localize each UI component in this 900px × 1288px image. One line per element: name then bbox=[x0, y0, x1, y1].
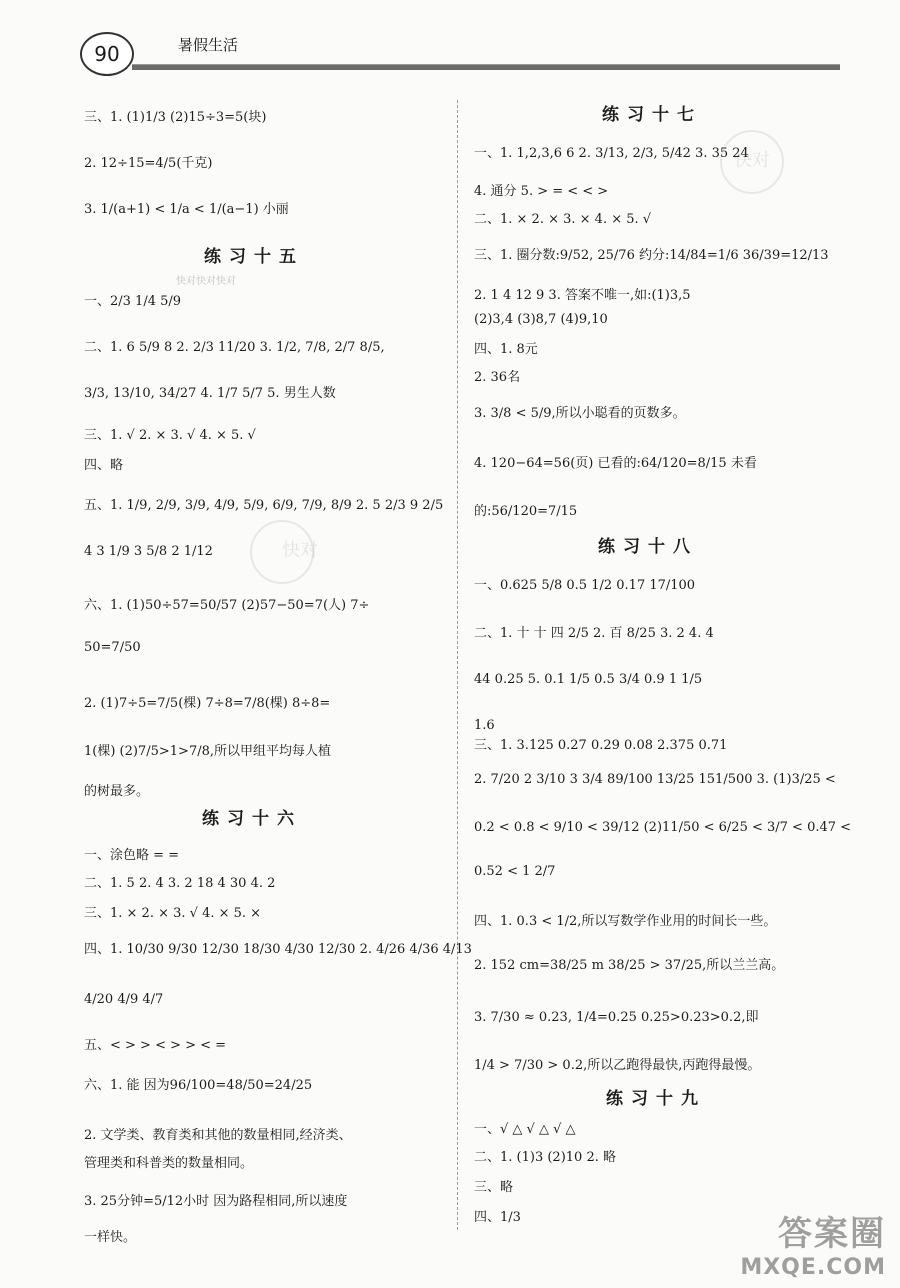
watermark-right: 快对 bbox=[734, 150, 770, 171]
answer-line: 六、1. (1)50÷57=50/57 (2)57−50=7(人) 7÷ bbox=[84, 598, 370, 613]
answer-line: 1/4 > 7/30 > 0.2,所以乙跑得最快,丙跑得最慢。 bbox=[474, 1058, 761, 1073]
answer-line: 4 3 1/9 3 5/8 2 1/12 bbox=[84, 544, 213, 559]
answer-line: 六、1. 能 因为96/100=48/50=24/25 bbox=[84, 1078, 313, 1093]
answer-line: 3. 3/8 < 5/9,所以小聪看的页数多。 bbox=[474, 406, 686, 421]
section-title: 练习十六 bbox=[202, 809, 302, 829]
answer-line: 四、1. 10/30 9/30 12/30 18/30 4/30 12/30 2. 4/26 4/36 4/13 bbox=[84, 942, 472, 957]
section-title: 练习十九 bbox=[606, 1089, 706, 1109]
answer-line: 四、1. 8元 bbox=[474, 342, 538, 357]
answer-line: (2)3,4 (3)8,7 (4)9,10 bbox=[474, 312, 608, 327]
answer-line: 4. 120−64=56(页) 已看的:64/120=8/15 未看 bbox=[474, 456, 757, 471]
page-header bbox=[72, 26, 840, 76]
answer-line: 的:56/120=7/15 bbox=[474, 504, 578, 519]
answer-line: 二、1. 6 5/9 8 2. 2/3 11/20 3. 1/2, 7/8, 2/7 8/5, bbox=[84, 340, 385, 355]
page-number: 90 bbox=[80, 32, 134, 76]
answer-line: 二、1. 5 2. 4 3. 2 18 4 30 4. 2 bbox=[84, 876, 276, 891]
watermark-left: 快对 bbox=[282, 540, 318, 561]
answer-line: 三、1. (1)1/3 (2)15÷3=5(块) bbox=[84, 110, 267, 125]
answer-line: 的树最多。 bbox=[84, 784, 150, 799]
answer-line: 50=7/50 bbox=[84, 640, 141, 655]
answer-line: 五、< > > < > > < = bbox=[84, 1038, 227, 1053]
answer-line: 一、√ △ √ △ √ △ bbox=[474, 1122, 576, 1137]
answer-line: 2. 12÷15=4/5(千克) bbox=[84, 156, 213, 171]
answer-line: 二、1. × 2. × 3. × 4. × 5. √ bbox=[474, 212, 652, 227]
answer-line: 0.2 < 0.8 < 9/10 < 39/12 (2)11/50 < 6/25 < 3/7 < 0.47 < bbox=[474, 820, 852, 835]
answer-line: 四、1. 0.3 < 1/2,所以写数学作业用的时间长一些。 bbox=[474, 914, 777, 929]
answer-line: 一、0.625 5/8 0.5 1/2 0.17 17/100 bbox=[474, 578, 696, 593]
answer-line: 1(棵) (2)7/5>1>7/8,所以甲组平均每人植 bbox=[84, 744, 331, 759]
answer-line: 1.6 bbox=[474, 718, 495, 733]
answer-line: 3. 7/30 ≈ 0.23, 1/4=0.25 0.25>0.23>0.2,即 bbox=[474, 1010, 759, 1025]
answer-line: 三、1. √ 2. × 3. √ 4. × 5. √ bbox=[84, 428, 256, 443]
answer-line: 2. 36名 bbox=[474, 370, 521, 385]
footer-watermark-url: MXQE.COM bbox=[740, 1255, 886, 1280]
answer-line: 2. (1)7÷5=7/5(棵) 7÷8=7/8(棵) 8÷8= bbox=[84, 696, 331, 711]
section-title: 练习十八 bbox=[598, 537, 698, 557]
answer-line: 3/3, 13/10, 34/27 4. 1/7 5/7 5. 男生人数 bbox=[84, 386, 336, 401]
answer-line: 三、1. 圈分数:9/52, 25/76 约分:14/84=1/6 36/39=12/13 bbox=[474, 248, 829, 263]
answer-line: 2. 7/20 2 3/10 3 3/4 89/100 13/25 151/500 3. (1)3/25 < bbox=[474, 772, 836, 787]
section-title: 练习十五 bbox=[204, 247, 304, 267]
answer-line: 二、1. (1)3 (2)10 2. 略 bbox=[474, 1150, 616, 1165]
answer-line: 三、1. × 2. × 3. √ 4. × 5. × bbox=[84, 906, 262, 921]
answer-line: 五、1. 1/9, 2/9, 3/9, 4/9, 5/9, 6/9, 7/9, 8/9 2. 5 2/3 9 2/5 bbox=[84, 498, 444, 513]
answer-line: 3. 25分钟=5/12小时 因为路程相同,所以速度 bbox=[84, 1194, 348, 1209]
answer-line: 2. 文学类、教育类和其他的数量相同,经济类、 bbox=[84, 1128, 352, 1143]
answer-line: 2. 1 4 12 9 3. 答案不唯一,如:(1)3,5 bbox=[474, 288, 691, 303]
answer-line: 4/20 4/9 4/7 bbox=[84, 992, 164, 1007]
header-rule bbox=[132, 64, 840, 70]
footer-watermark bbox=[740, 1206, 886, 1280]
answer-line: 一样快。 bbox=[84, 1230, 137, 1245]
answer-line: 0.52 < 1 2/7 bbox=[474, 864, 556, 879]
answer-line: 一、1. 1,2,3,6 6 2. 3/13, 2/3, 5/42 3. 35 24 bbox=[474, 146, 749, 161]
answer-line: 三、略 bbox=[474, 1180, 514, 1195]
answer-line: 四、略 bbox=[84, 458, 124, 473]
answer-line: 一、2/3 1/4 5/9 bbox=[84, 294, 182, 309]
section-title: 练习十七 bbox=[602, 105, 702, 125]
column-divider bbox=[457, 100, 458, 1230]
answer-line: 44 0.25 5. 0.1 1/5 0.5 3/4 0.9 1 1/5 bbox=[474, 672, 703, 687]
answer-line: 3. 1/(a+1) < 1/a < 1/(a−1) 小丽 bbox=[84, 202, 289, 217]
answer-line: 四、1/3 bbox=[474, 1210, 521, 1225]
footer-watermark-title: 答案圈 bbox=[778, 1214, 886, 1254]
answer-line: 三、1. 3.125 0.27 0.29 0.08 2.375 0.71 bbox=[474, 738, 728, 753]
answer-line: 二、1. 十 十 四 2/5 2. 百 8/25 3. 2 4. 4 bbox=[474, 626, 714, 641]
answer-line: 4. 通分 5. > = < < > bbox=[474, 184, 609, 199]
answer-line: 一、涂色略 = = bbox=[84, 848, 180, 863]
answer-line: 2. 152 cm=38/25 m 38/25 > 37/25,所以兰兰高。 bbox=[474, 958, 785, 973]
answer-line: 管理类和科普类的数量相同。 bbox=[84, 1156, 254, 1171]
watermark-stamp: 快对快对快对 bbox=[176, 276, 236, 287]
header-title: 暑假生活 bbox=[178, 36, 239, 54]
